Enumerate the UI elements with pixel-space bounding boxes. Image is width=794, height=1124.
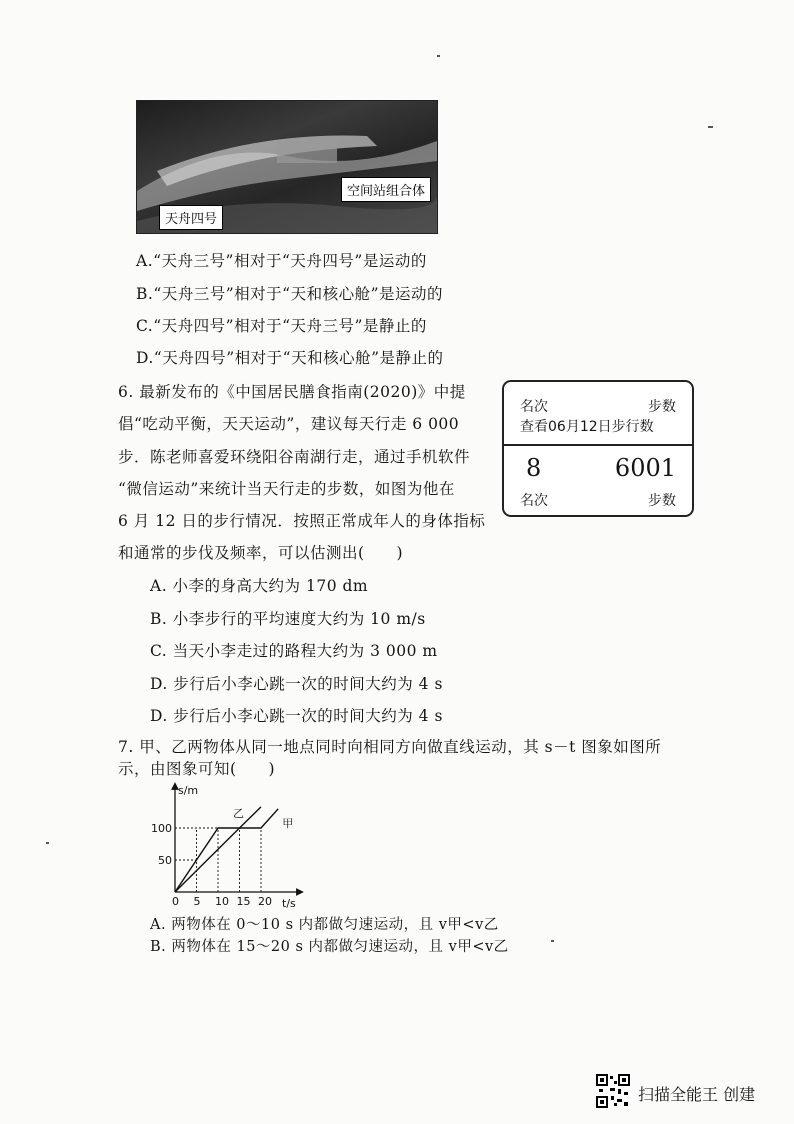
q5-option-b: B.“天舟三号”相对于“天和核心舱”是运动的 xyxy=(136,285,444,303)
s-t-graph-svg xyxy=(151,780,310,910)
series-label-1: 乙 xyxy=(233,806,244,820)
q7-option-a: A. 两物体在 0～10 s 内都做匀速运动，且 v甲<v乙 xyxy=(150,917,499,933)
q6-option-d-duplicate: D. 步行后小李心跳一次的时间大约为 4 s xyxy=(150,707,443,725)
q5-option-a: A.“天舟三号”相对于“天舟四号”是运动的 xyxy=(136,252,427,270)
x-axis-label: t/s xyxy=(282,897,296,910)
series-lines xyxy=(175,807,293,892)
q7-line-1: 7. 甲、乙两物体从同一地点同时向相同方向做直线运动，其 s－t 图象如图所 xyxy=(118,738,662,756)
panel-subtitle: 查看06月12日步行数 xyxy=(520,419,654,435)
series-line-0 xyxy=(175,806,278,892)
panel-steps-label: 步数 xyxy=(648,493,676,509)
guide-lines xyxy=(175,828,261,892)
scan-speck xyxy=(46,842,49,844)
scan-speck xyxy=(708,126,713,128)
label-tianzhou-4: 天舟四号 xyxy=(159,205,223,230)
q6-line-3: 步．陈老师喜爱环绕阳谷南湖行走，通过手机软件 xyxy=(118,448,471,466)
q6-option-c: C. 当天小李走过的路程大约为 3 000 m xyxy=(150,642,438,660)
q6-line-4: “微信运动”来统计当天行走的步数，如图为他在 xyxy=(118,480,455,498)
x-tick-label-15: 15 xyxy=(236,895,251,908)
q6-option-d: D. 步行后小李心跳一次的时间大约为 4 s xyxy=(150,675,443,693)
q6-line-5: 6 月 12 日的步行情况．按照正常成年人的身体指标 xyxy=(118,512,486,530)
x-tick-label-0: 0 xyxy=(172,895,179,908)
scan-speck xyxy=(551,940,554,942)
series-label-0: 甲 xyxy=(282,816,294,830)
q6-line-6: 和通常的步伐及频率，可以估测出( ) xyxy=(118,544,404,562)
label-space-station: 空间站组合体 xyxy=(341,177,431,202)
x-tick-label-5: 5 xyxy=(193,895,201,908)
y-axis-label: s/m xyxy=(178,784,199,797)
panel-rank-header: 名次 xyxy=(520,399,548,415)
x-tick-label-20: 20 xyxy=(258,895,272,908)
wechat-steps-panel xyxy=(502,380,694,517)
tick-labels xyxy=(151,822,272,908)
q5-option-c: C.“天舟四号”相对于“天舟三号”是静止的 xyxy=(136,317,427,335)
q5-option-d: D.“天舟四号”相对于“天和核心舱”是静止的 xyxy=(136,349,444,367)
panel-rank-label: 名次 xyxy=(520,493,548,509)
q6-option-a: A. 小李的身高大约为 170 dm xyxy=(150,577,369,595)
q7-option-b: B. 两物体在 15～20 s 内都做匀速运动，且 v甲<v乙 xyxy=(150,939,509,955)
s-t-graph xyxy=(151,780,310,910)
scan-speck xyxy=(437,55,440,57)
qr-code-icon xyxy=(596,1074,630,1108)
panel-steps-value: 6001 xyxy=(614,454,676,482)
q6-line-2: 倡“吃动平衡，天天运动”，建议每天行走 6 000 xyxy=(118,415,460,433)
panel-divider xyxy=(504,444,692,446)
q6-option-b: B. 小李步行的平均速度大约为 10 m/s xyxy=(150,610,426,628)
footer-watermark: 扫描全能王 创建 xyxy=(638,1085,756,1104)
q7-line-2: 示，由图象可知( ) xyxy=(118,760,276,778)
panel-rank-value: 8 xyxy=(526,454,542,482)
panel-steps-header: 步数 xyxy=(648,399,676,415)
y-tick-label-100: 100 xyxy=(151,822,172,835)
q6-line-1: 6. 最新发布的《中国居民膳食指南(2020)》中提 xyxy=(118,383,466,401)
y-tick-label-50: 50 xyxy=(158,854,172,867)
x-tick-label-10: 10 xyxy=(215,895,229,908)
satellite-photo xyxy=(136,100,438,234)
